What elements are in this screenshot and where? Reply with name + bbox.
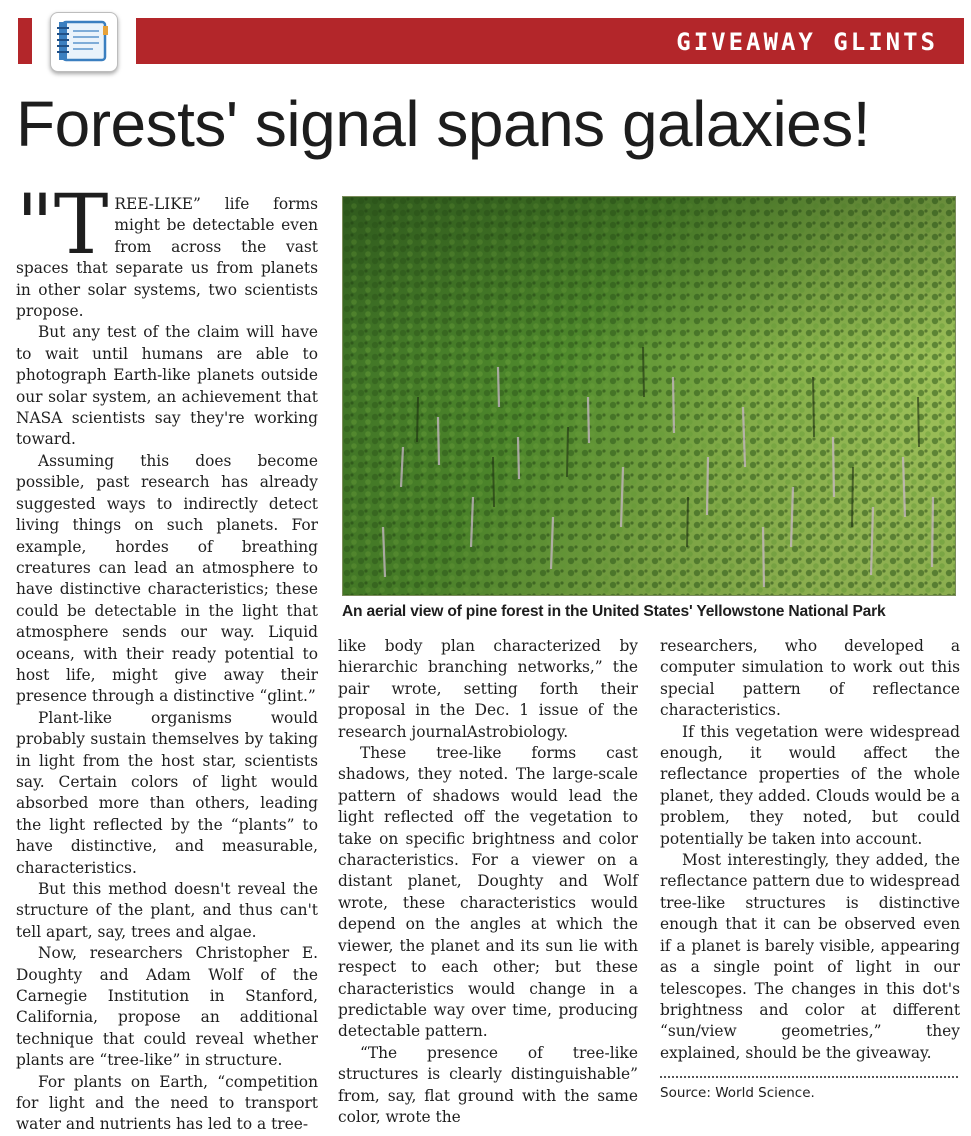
article-column-3	[660, 636, 960, 1064]
body-paragraph: For plants on Earth, “competition for light and the need to transport water and nutrients has led to a tree-	[16, 1072, 318, 1134]
source-divider	[660, 1076, 958, 1078]
forest-photo	[342, 196, 956, 596]
body-paragraph: But this method doesn't reveal the structure of the plant, and thus can't tell apart, say, trees and algae.	[16, 880, 318, 941]
lead-paragraph	[16, 178, 318, 322]
notebook-icon	[50, 12, 118, 72]
body-paragraph: Assuming this does become possible, past research has already suggested ways to indirectly detect living things on such planets. For example, hordes of breathing creatures can lead an atmosphere to have distinctive characteristics; these could be detectable in the light that atmosphere sends our way. Liquid oceans, with their ready potential to host life, might give away their presence through a distinctive “glint.”	[16, 451, 318, 706]
headline: Forests' signal spans galaxies!	[16, 88, 871, 160]
section-header-bar	[136, 18, 964, 64]
body-paragraph: But any test of the claim will have to wait until humans are able to photograph Earth-like planets outside our solar system, an achievement that NASA scientists say they're working toward.	[16, 323, 318, 449]
body-paragraph: Plant-like organisms would probably sustain themselves by taking in light from the host star, scientists say. Certain colors of light would absorbed more than others, leading the light reflected by the “plants” to have distinctive, and measurable, characteristics.	[16, 708, 318, 877]
source-credit: Source: World Science.	[660, 1085, 815, 1101]
continuation-paragraph: researchers, who developed a computer simulation to work out this special pattern of reflectance characteristics.	[660, 637, 960, 720]
section-label: GIVEAWAY GLINTS	[676, 28, 938, 56]
continuation-paragraph: like body plan characterized by hierarchic branching networks,” the pair wrote, setting forth their proposal in the Dec. 1 issue of the research journalAstrobiology.	[338, 637, 638, 741]
photo-caption: An aerial view of pine forest in the United States' Yellowstone National Park	[342, 603, 886, 620]
lead-text: REE-LIKE” life forms might be detectable even from across the vast spaces that separate us from planets in other solar systems, two scientists propose.	[16, 195, 318, 321]
body-paragraph: Most interestingly, they added, the reflectance pattern due to widespread tree-like structures is distinctive enough that it can be observed even if a planet is barely visible, appearing as a single point of light in our telescopes. The changes in this dot's brightness and color at different “sun/view geometries,” they explained, should be the giveaway.	[660, 851, 960, 1062]
body-paragraph: “The presence of tree-like structures is clearly distinguishable” from, say, flat ground with the same color, wrote the	[338, 1043, 638, 1126]
article-column-2	[338, 636, 638, 1128]
header-accent-bar	[18, 18, 32, 64]
article-column-1	[16, 178, 318, 1136]
body-paragraph: Now, researchers Christopher E. Doughty and Adam Wolf of the Carnegie Institution in Stanford, California, propose an additional technique that could reveal whether plants are “tree-like” in structure.	[16, 944, 318, 1070]
drop-cap: "T	[16, 178, 109, 273]
body-paragraph: These tree-like forms cast shadows, they noted. The large-scale pattern of shadows would lead the light reflected off the vegetation to take on specific brightness and color characteristics. For a viewer on a distant planet, Doughty and Wolf wrote, these characteristics would depend on the angles at which the viewer, the planet and its sun lie with respect to each other; but these characteristics would change in a predictable way over time, producing detectable pattern.	[338, 744, 638, 1041]
body-paragraph: If this vegetation were widespread enough, it would affect the reflectance properties of the whole planet, they added. Clouds would be a problem, they noted, but could potentially be taken into account.	[660, 722, 960, 848]
